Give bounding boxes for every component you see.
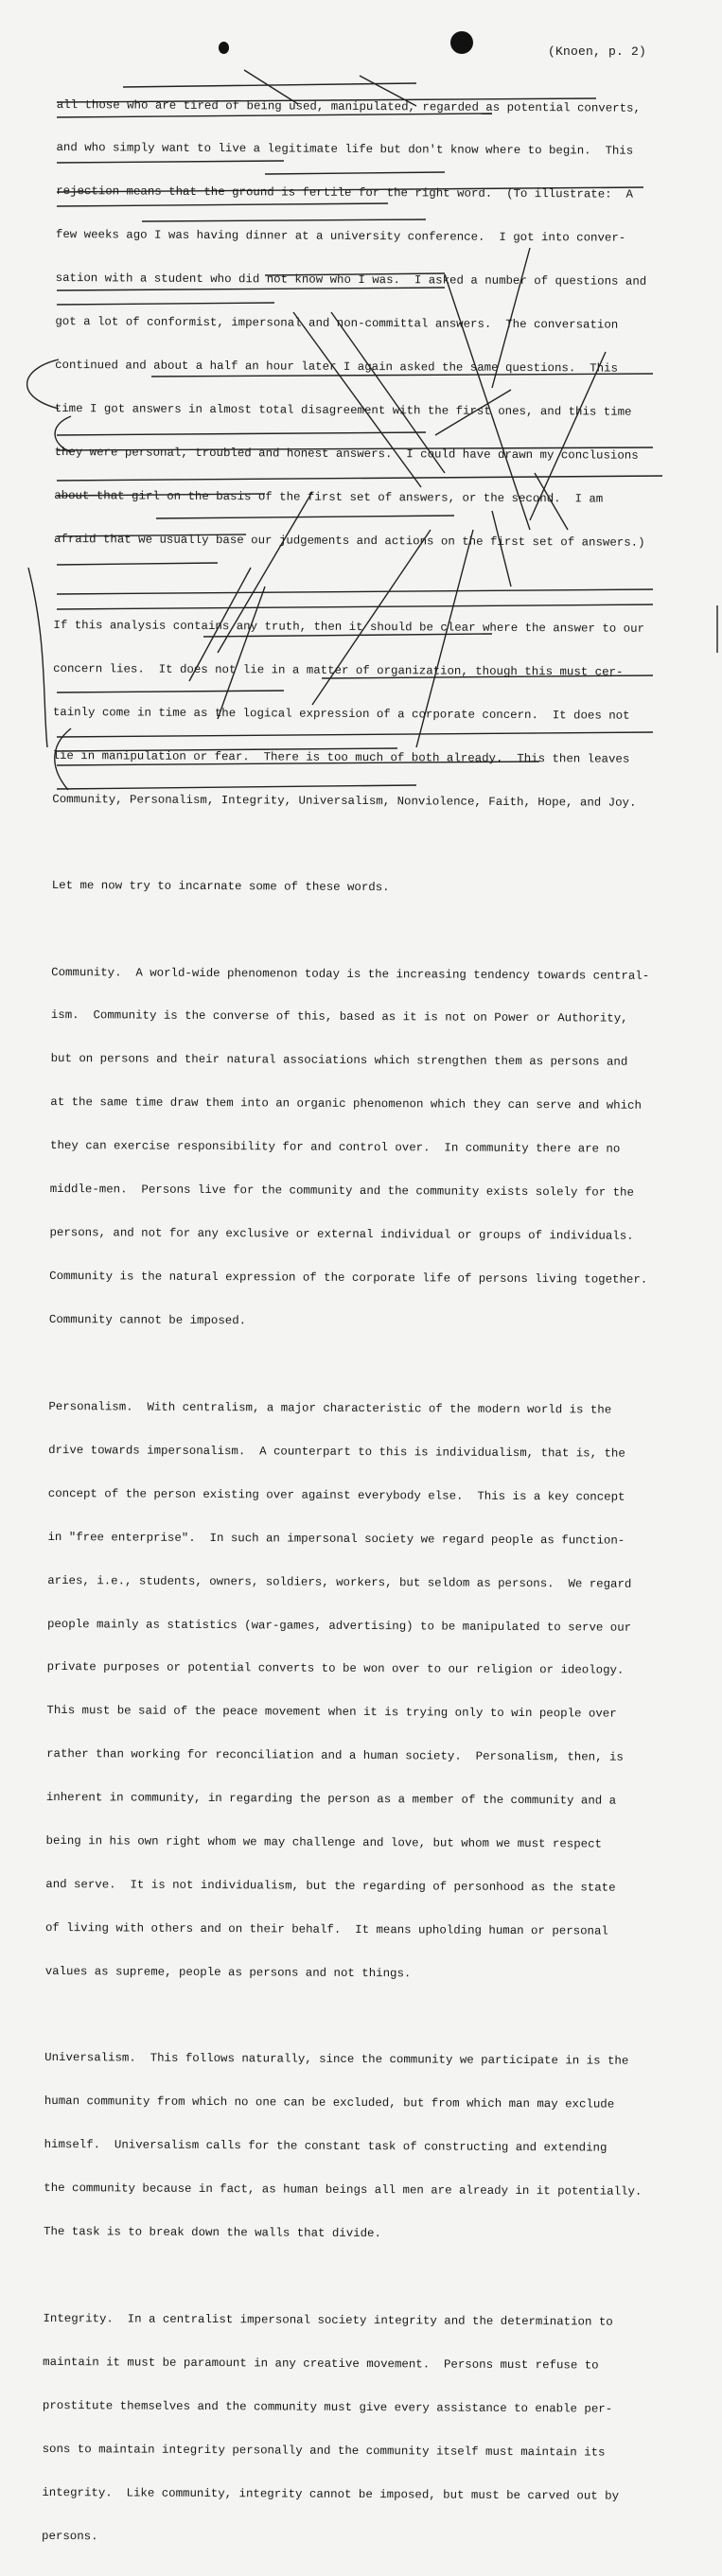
text-line: time I got answers in almost total disagreement with the first ones, and this time — [54, 401, 632, 419]
text-line: but on persons and their natural associations which strengthen them as persons and — [50, 1052, 628, 1070]
text-line: continued and about a half an hour later I again asked the same questions. This — [55, 358, 618, 376]
text-line: about that girl on the basis of the first set of answers, or the second. I am — [54, 488, 604, 506]
text-line: at the same time draw them into an organic phenomenon which they can serve and which — [50, 1095, 642, 1113]
text-line: aries, i.e., students, owners, soldiers, workers, but seldom as persons. We regard — [47, 1573, 632, 1591]
text-line: integrity. Like community, integrity cannot be imposed, but must be carved out by — [42, 2485, 620, 2503]
text-line: maintain it must be paramount in any creative movement. Persons must refuse to — [43, 2356, 599, 2373]
text-line: Community. A world-wide phenomenon today is the increasing tendency towards central- — [51, 965, 650, 983]
text-line: rejection means that the ground is fertile for the right word. (To illustrate: A — [56, 184, 633, 202]
text-line: Community, Personalism, Integrity, Universalism, Nonviolence, Faith, Hope, and Joy. — [52, 792, 637, 810]
paragraph-integrity — [42, 2284, 649, 2576]
paragraph-analysis — [52, 589, 660, 839]
bracket-mark — [28, 568, 47, 747]
text-line: concern lies. It does not lie in a matter of organization, though this must cer- — [53, 661, 624, 679]
text-line: and who simply want to live a legitimate life but don't know where to begin. This — [56, 141, 634, 159]
text-line: The task is to break down the walls that divide. — [43, 2224, 381, 2240]
text-line: rather than working for reconciliation and a human society. Personalism, then, is — [46, 1747, 624, 1764]
text-line: Community cannot be imposed. — [48, 1312, 247, 1327]
paragraph-personalism — [44, 1372, 654, 2012]
text-line: sation with a student who did not know who I was. I asked a number of questions and — [55, 272, 647, 289]
paragraph-community — [49, 937, 658, 1360]
text-line: and serve. It is not individualism, but the regarding of personhood as the state — [45, 1877, 616, 1895]
text-line: in "free enterprise". In such an impersonal society we regard people as function- — [47, 1530, 625, 1548]
text-line: sons to maintain integrity personally and the community itself must maintain its — [42, 2442, 606, 2460]
text-line: being in his own right whom we may challenge and love, but whom we must respect — [45, 1833, 603, 1851]
text-line: afraid that we usually base our judgements and actions on the first set of answers.) — [53, 532, 645, 550]
text-line: drive towards impersonalism. A counterpart to this is individualism, that is, the — [48, 1443, 625, 1461]
text-line: the community because in fact, as human beings all men are already in it potentially. — [44, 2181, 643, 2199]
text-line: Let me now try to incarnate some of these words. — [51, 879, 390, 895]
paragraph-universalism — [44, 2023, 651, 2272]
text-line: private purposes or potential converts to be won over to our religion or ideology. — [46, 1660, 625, 1678]
text-line: persons, and not for any exclusive or external individual or groups of individuals. — [49, 1225, 634, 1243]
text-line: people mainly as statistics (war-games, advertising) to be manipulated to serve our — [46, 1617, 632, 1635]
text-line: persons. — [42, 2529, 98, 2544]
text-line: inherent in community, in regarding the person as a member of the community and a — [45, 1791, 617, 1808]
text-line: concept of the person existing over against everybody else. This is a key concept — [47, 1486, 625, 1504]
text-line: of living with others and on their behalf. It means upholding human or personal — [44, 1920, 608, 1938]
text-line: few weeks ago I was having dinner at a university conference. I got into conver- — [55, 228, 626, 245]
paragraph-incarnate — [51, 850, 657, 925]
text-line: Personalism. With centralism, a major characteristic of the modern world is the — [48, 1400, 612, 1417]
text-line: all those who are tired of being used, manipulated, regarded as potential converts, — [56, 97, 641, 115]
text-line: values as supreme, people as persons and not things. — [44, 1964, 412, 1981]
punch-hole-left — [219, 42, 229, 54]
text-line: himself. Universalism calls for the constant task of constructing and extending — [44, 2137, 608, 2155]
punch-hole-right — [450, 31, 473, 54]
text-line: they can exercise responsibility for and control over. In community there are no — [50, 1139, 621, 1156]
text-line: tainly come in time as the logical expression of a corporate concern. It does not — [52, 705, 630, 723]
text-line: If this analysis contains any truth, then it should be clear where the answer to our — [53, 618, 645, 636]
text-line: lie in manipulation or fear. There is too much of both already. This then leaves — [52, 748, 630, 766]
page-header: (Knoen, p. 2) — [547, 44, 646, 59]
text-line: human community from which no one can be excluded, but from which man may exclude — [44, 2094, 615, 2112]
text-line: Universalism. This follows naturally, since the community we participate in is the — [44, 2051, 629, 2068]
text-line: This must be said of the peace movement when it is trying only to win people over — [46, 1704, 617, 1722]
text-line: ism. Community is the converse of this, based as it is not on Power or Authority, — [50, 1008, 628, 1026]
paragraph-intro-continued — [54, 69, 662, 579]
text-line: prostitute themselves and the community must give every assistance to enable per- — [42, 2398, 613, 2416]
text-line: they were personal, troubled and honest answers. I could have drawn my conclusions — [54, 445, 639, 463]
text-line: middle-men. Persons live for the community and the community exists solely for the — [49, 1182, 634, 1200]
text-line: Integrity. In a centralist impersonal society integrity and the determination to — [43, 2312, 613, 2329]
text-line: got a lot of conformist, impersonal and non-committal answers. The conversation — [55, 315, 619, 332]
body-text — [42, 69, 662, 2576]
text-line: Community is the natural expression of the corporate life of persons living together. — [49, 1269, 648, 1287]
